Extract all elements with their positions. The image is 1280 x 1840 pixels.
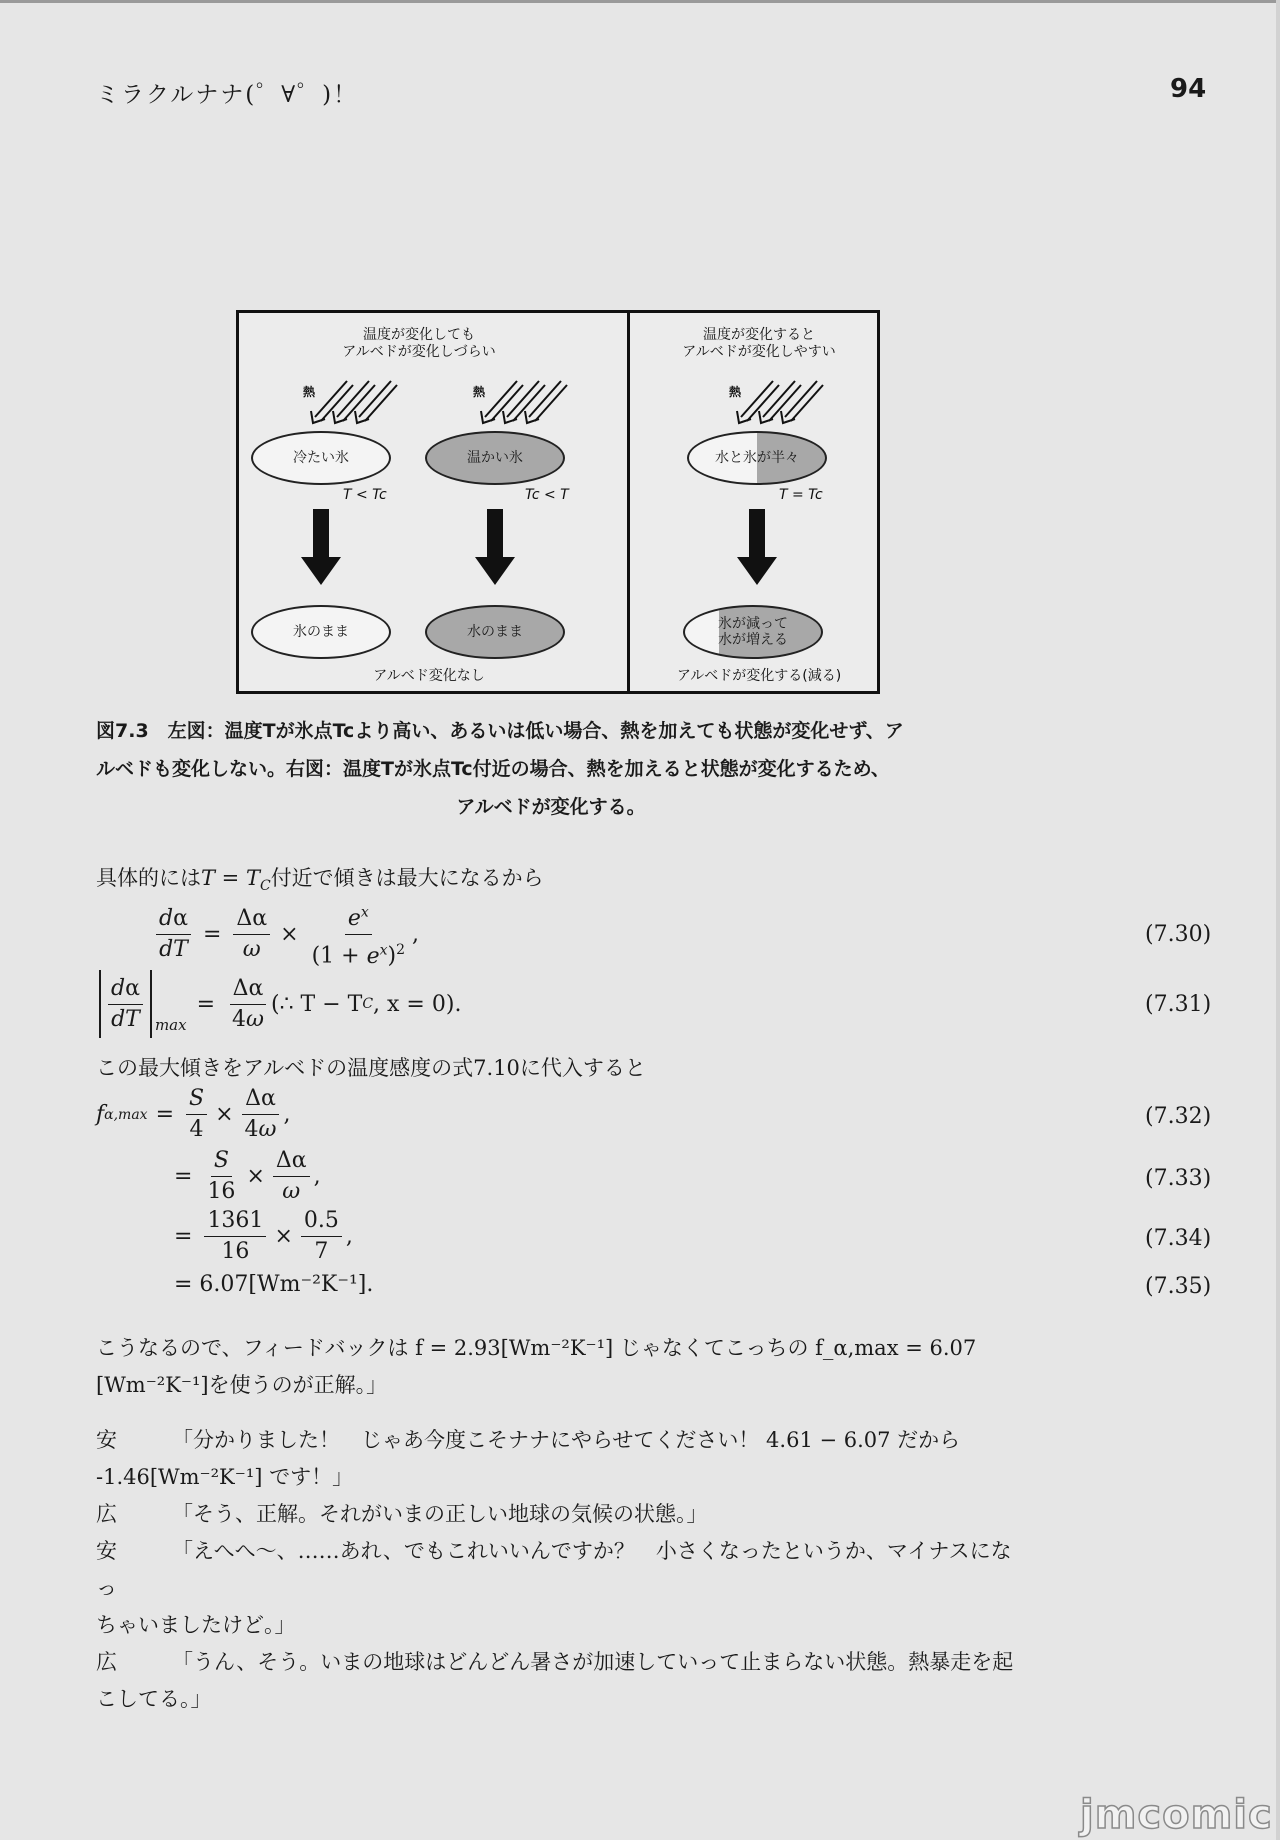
dialogue-line — [96, 1496, 1016, 1533]
page-right-edge — [1276, 0, 1280, 1840]
conclusion-paragraph — [96, 1330, 1016, 1404]
ellipse-cold-ice — [251, 431, 391, 485]
fraction-denominator: 16 — [221, 1239, 250, 1264]
heat-label: 熱 — [473, 385, 486, 399]
page-header-title: ミラクルナナ(゜∀゜)！ — [96, 82, 359, 108]
conclusion-line2: [Wm⁻²K⁻¹]を使うのが正解。」 — [96, 1373, 388, 1397]
down-arrow-icon — [301, 509, 341, 585]
caption-line3: アルベドが変化する。 — [456, 796, 646, 818]
equation-7-35 — [174, 1272, 373, 1297]
equation-7-34: = $\frac{1361}{16}$ × $\frac{0.5}{7}$ , — [174, 1208, 353, 1264]
dialogue-line — [96, 1681, 1016, 1718]
ellipse-label-line1: 氷が減って — [718, 616, 788, 632]
ellipse-label: 冷たい氷 — [293, 450, 349, 466]
equation-result: = 6.07[Wm⁻²K⁻¹]. — [174, 1272, 374, 1297]
speaker: 安 — [96, 1428, 117, 1452]
heat-label: 熱 — [729, 385, 742, 399]
intro-text — [96, 862, 544, 894]
page-top-edge — [0, 0, 1280, 3]
left-heading-line2: アルベドが変化しづらい — [342, 344, 496, 360]
equation-number: (7.35) — [1145, 1274, 1212, 1299]
equation-condition-sub: C — [362, 996, 374, 1012]
watermark: jmcomic — [1080, 1792, 1273, 1838]
right-heading-line2: アルベドが変化しやすい — [682, 344, 836, 360]
equation-7-30: $\frac{d\alpha}{dT}$ = $\frac{\Delta\alpha}{\omega}$ × $\frac{e^x}{(1 + e^x)^2}$ , — [152, 900, 419, 970]
dialogue-line — [96, 1644, 1016, 1681]
figure-divider — [627, 313, 630, 691]
fraction-numerator: 0.5 — [301, 1208, 342, 1237]
equation-number: (7.30) — [1145, 922, 1212, 947]
ellipse-half-ice-water — [687, 431, 827, 485]
condition-equal: T = Tc — [779, 487, 823, 503]
figure-7-3 — [236, 310, 880, 694]
speaker: 安 — [96, 1539, 117, 1563]
intro-lead: 具体的には — [96, 866, 201, 890]
dialogue-text: -1.46[Wm⁻²K⁻¹] です！」 — [96, 1465, 354, 1489]
dialogue-line — [96, 1533, 1016, 1607]
conclusion-line1: こうなるので、フィードバックは f = 2.93[Wm⁻²K⁻¹] じゃなくてこっちの f_α,max = 6.07 — [96, 1336, 977, 1360]
heat-arrows-icon — [477, 377, 577, 427]
intro-math-sub: C — [259, 878, 271, 895]
caption-line2: ルベドも変化しない。右図：温度Tが氷点Tc付近の場合、熱を加えると状態が変化するため、 — [96, 758, 890, 780]
intro-math: T = T — [201, 866, 260, 890]
ellipse-label — [685, 607, 821, 657]
dialogue-text: 「そう、正解。それがいまの正しい地球の気候の状態。」 — [172, 1502, 708, 1526]
equation-number: (7.34) — [1145, 1226, 1212, 1251]
dialogue-line — [96, 1607, 1016, 1644]
equation-number: (7.32) — [1145, 1104, 1212, 1129]
dialogue-text: こしてる。」 — [96, 1687, 212, 1711]
figure-caption — [96, 712, 1036, 826]
dialogue-text: 「うん、そう。いまの地球はどんどん暑さが加速していって止まらない状態。熱暴走を起 — [172, 1650, 1014, 1674]
fraction-numerator: 1361 — [204, 1208, 266, 1237]
equation-condition-tail: , x = 0). — [373, 991, 462, 1017]
equation-7-31: $\frac{d\alpha}{dT}$ max = $\frac{\Delta\alpha}{4\omega}$ (∴ T − T C , x = 0). — [96, 970, 461, 1038]
equation-number: (7.33) — [1145, 1166, 1212, 1191]
ellipse-still-water — [425, 605, 565, 659]
heat-arrows-icon — [307, 377, 407, 427]
dialogue-line — [96, 1422, 1016, 1459]
right-panel-heading — [659, 327, 859, 361]
left-panel-heading — [319, 327, 519, 361]
fraction-denominator: 7 — [314, 1239, 329, 1264]
dialogue-text: ちゃいましたけど。」 — [96, 1613, 296, 1637]
left-heading-line1: 温度が変化しても — [363, 327, 475, 343]
speaker: 広 — [96, 1650, 117, 1674]
ellipse-label: 氷のまま — [293, 624, 349, 640]
heat-label: 熱 — [303, 385, 316, 399]
equation-condition: (∴ T − T — [270, 991, 363, 1017]
equation-7-33: = $\frac{S}{16}$ × $\frac{\Delta\alpha}{\omega}$ , — [174, 1148, 321, 1204]
condition-cold: T < Tc — [343, 487, 387, 503]
dialogue-line — [96, 1459, 1016, 1496]
ellipse-label: 温かい氷 — [467, 450, 523, 466]
ellipse-label: 水と氷が半々 — [715, 450, 799, 466]
dialogue-block — [96, 1422, 1016, 1718]
equation-number: (7.31) — [1145, 992, 1212, 1017]
dialogue-text: 「分かりました！ じゃあ今度こそナナにやらせてください！ 4.61 − 6.07 だから — [172, 1428, 961, 1452]
ellipse-warm-ice — [425, 431, 565, 485]
substitute-text: この最大傾きをアルベドの温度感度の式7.10に代入すると — [96, 1056, 646, 1080]
ellipse-label: 水のまま — [467, 624, 523, 640]
dialogue-text: 「えへへ〜、……あれ、でもこれいいんですか？ 小さくなったというか、マイナスになっ — [96, 1539, 1012, 1600]
heat-arrows-icon — [733, 377, 833, 427]
down-arrow-icon — [475, 509, 515, 585]
right-heading-line1: 温度が変化すると — [703, 327, 815, 343]
page-number: 94 — [1170, 74, 1207, 104]
ellipse-still-ice — [251, 605, 391, 659]
condition-warm: Tc < T — [525, 487, 569, 503]
intro-rest: 付近で傾きは最大になるから — [270, 866, 544, 890]
left-panel-footer: アルベド変化なし — [373, 668, 485, 684]
speaker: 広 — [96, 1502, 117, 1526]
ellipse-label-line2: 水が増える — [718, 632, 788, 648]
down-arrow-icon — [737, 509, 777, 585]
ellipse-ice-decreasing — [683, 605, 823, 659]
caption-line1: 図7.3 左図：温度Tが氷点Tcより高い、あるいは低い場合、熱を加えても状態が変化せず、ア — [96, 720, 904, 742]
right-panel-footer: アルベドが変化する(減る) — [676, 668, 842, 684]
equation-7-32: f α,max = $\frac{S}{4}$ × $\frac{\Delta\alpha}{4\omega}$ , — [96, 1086, 291, 1142]
